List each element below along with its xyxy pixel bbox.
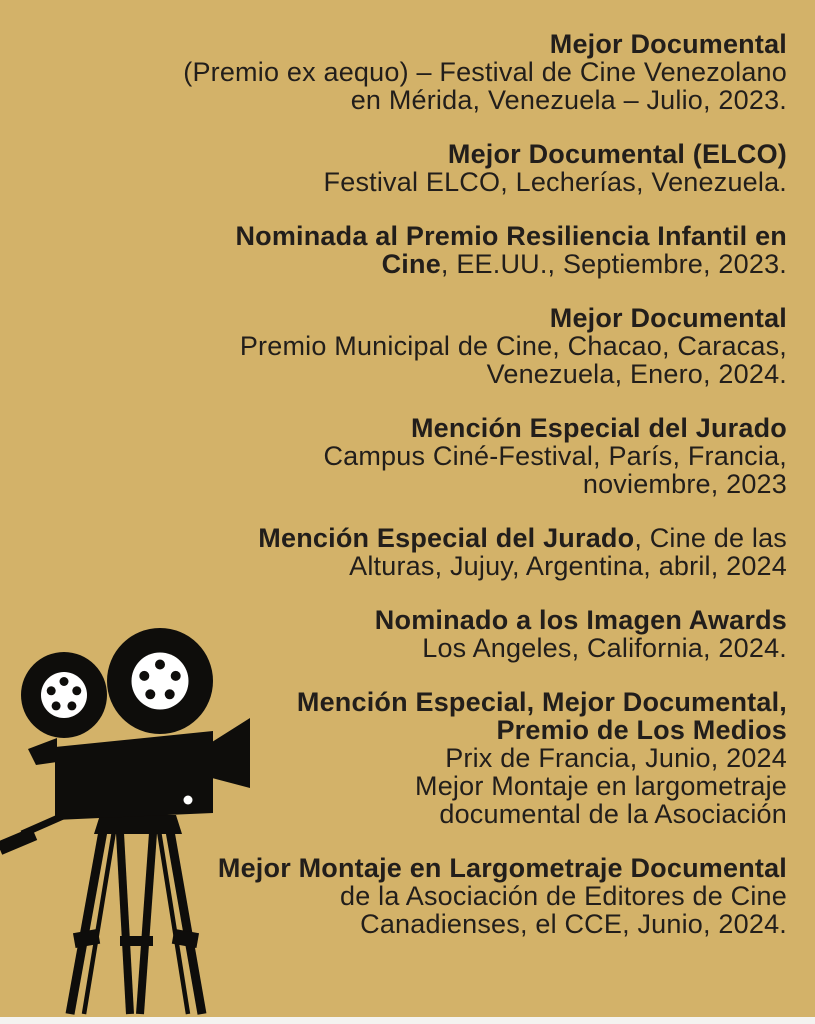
award-title-text: Nominada al Premio Resiliencia Infantil en xyxy=(235,221,787,251)
award-title-text: Mejor Documental (ELCO) xyxy=(447,139,787,169)
award-detail-text: Canadienses, el CCE, Junio, 2024. xyxy=(360,909,787,939)
award-entry xyxy=(20,222,787,278)
award-detail-text: (Premio ex aequo) – Festival de Cine Venezolano xyxy=(183,57,787,87)
award-line xyxy=(20,250,787,278)
award-entry xyxy=(20,524,787,580)
award-title-text: Mejor Documental xyxy=(549,29,787,59)
award-line xyxy=(20,222,787,250)
camera-body xyxy=(28,731,213,820)
award-title-text: Mención Especial del Jurado xyxy=(410,413,787,443)
award-line xyxy=(20,140,787,168)
award-title-text: Mejor Montaje en Largometraje Documental xyxy=(217,853,787,883)
award-line xyxy=(20,442,787,470)
award-detail-text: noviembre, 2023 xyxy=(582,469,787,499)
award-line xyxy=(20,168,787,196)
film-reel-icon xyxy=(21,652,107,738)
award-detail-text: Los Angeles, California, 2024. xyxy=(422,633,787,663)
award-detail-text: Alturas, Jujuy, Argentina, abril, 2024 xyxy=(349,551,787,581)
award-detail-text: Venezuela, Enero, 2024. xyxy=(486,359,787,389)
award-detail-text: Campus Ciné-Festival, París, Francia, xyxy=(323,441,787,471)
award-detail-text: Mejor Montaje en largometraje xyxy=(415,771,787,801)
award-line xyxy=(20,30,787,58)
award-line xyxy=(20,360,787,388)
award-entry xyxy=(20,30,787,114)
award-line xyxy=(20,86,787,114)
body-dot xyxy=(184,796,193,805)
award-title-text: Cine xyxy=(381,249,441,279)
award-detail-text: , Cine de las xyxy=(634,523,787,553)
award-title-text: Mención Especial del Jurado xyxy=(258,523,635,553)
award-entry xyxy=(20,140,787,196)
award-detail-text: documental de la Asociación xyxy=(439,799,787,829)
award-line xyxy=(20,332,787,360)
award-line xyxy=(20,414,787,442)
award-line xyxy=(20,470,787,498)
award-detail-text: , EE.UU., Septiembre, 2023. xyxy=(440,249,787,279)
award-entry xyxy=(20,304,787,388)
award-detail-text: de la Asociación de Editores de Cine xyxy=(340,881,787,911)
film-camera-illustration xyxy=(0,628,260,1020)
award-title-text: Premio de Los Medios xyxy=(496,715,787,745)
award-line xyxy=(20,552,787,580)
award-title-text: Mejor Documental xyxy=(549,303,787,333)
award-line xyxy=(20,304,787,332)
award-line xyxy=(20,524,787,552)
award-line xyxy=(20,58,787,86)
camera-lens xyxy=(212,718,250,788)
award-entry xyxy=(20,414,787,498)
film-reel-icon xyxy=(107,628,213,734)
award-detail-text: Festival ELCO, Lecherías, Venezuela. xyxy=(323,167,787,197)
award-detail-text: Prix de Francia, Junio, 2024 xyxy=(445,743,787,773)
tripod xyxy=(70,815,202,1014)
award-title-text: Mención Especial, Mejor Documental, xyxy=(296,687,787,717)
award-detail-text: Premio Municipal de Cine, Chacao, Caracas, xyxy=(239,331,787,361)
bottom-strip xyxy=(0,1017,815,1024)
award-title-text: Nominado a los Imagen Awards xyxy=(374,605,787,635)
award-detail-text: en Mérida, Venezuela – Julio, 2023. xyxy=(350,85,787,115)
